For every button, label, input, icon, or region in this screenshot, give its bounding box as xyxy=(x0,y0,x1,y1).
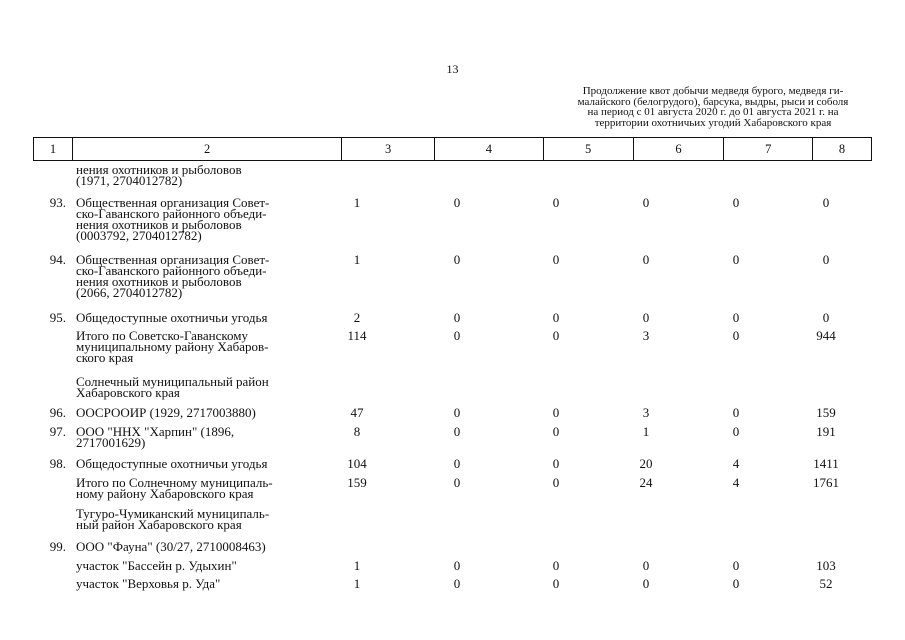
cell-col-4: 0 xyxy=(453,252,461,267)
cell-col-5: 0 xyxy=(552,475,560,490)
row-name-line: Общедоступные охотничьи угодья xyxy=(76,310,268,325)
cell-col-4: 0 xyxy=(453,328,461,343)
row-number: 99. xyxy=(49,539,66,554)
cell-col-7: 0 xyxy=(732,576,740,591)
row-name xyxy=(76,197,346,241)
row-name-line: ООО "Фауна" (30/27, 2710008463) xyxy=(76,539,266,554)
row-name-line: Тугуро-Чумиканский муниципаль- xyxy=(76,506,270,521)
column-header-1: 1 xyxy=(34,138,73,160)
cell-col-6: 0 xyxy=(642,576,650,591)
cell-col-3: 1 xyxy=(353,195,361,210)
cell-col-4: 0 xyxy=(453,195,461,210)
cell-col-7: 0 xyxy=(732,310,740,325)
row-name-line: ООО "ННХ "Харпин" (1896, xyxy=(76,424,235,439)
row-name-line: нения охотников и рыболовов xyxy=(76,274,242,289)
cell-col-5: 0 xyxy=(552,328,560,343)
row-name-line: (0003792, 2704012782) xyxy=(76,228,202,243)
row-name-line: участок "Верховья р. Уда" xyxy=(76,576,221,591)
column-header-3: 3 xyxy=(342,138,435,160)
cell-col-4: 0 xyxy=(453,576,461,591)
caption-line: территории охотничьих угодий Хабаровского края xyxy=(594,116,832,129)
row-name-line: ского края xyxy=(76,350,134,365)
cell-col-8: 159 xyxy=(816,405,836,420)
cell-col-5: 0 xyxy=(552,195,560,210)
cell-col-8: 944 xyxy=(816,328,836,343)
row-name-line: участок "Бассейн р. Удыхин" xyxy=(76,558,237,573)
caption-line: Продолжение квот добычи медведя бурого, медведя ги- xyxy=(582,85,844,97)
row-name xyxy=(76,458,346,469)
page-number: 13 xyxy=(446,62,459,76)
row-number: 97. xyxy=(49,424,66,439)
cell-col-8: 52 xyxy=(819,576,833,591)
column-header-8: 8 xyxy=(838,141,846,156)
cell-col-6: 1 xyxy=(642,424,650,439)
cell-col-3: 1 xyxy=(353,252,361,267)
row-name-line: Итого по Советско-Гаванскому xyxy=(76,328,249,343)
table-header xyxy=(33,137,872,161)
cell-col-8: 191 xyxy=(816,424,836,439)
row-name xyxy=(76,508,346,530)
row-name-line: Общественная организация Совет- xyxy=(76,195,270,210)
row-name xyxy=(76,477,346,499)
row-name-line: ный район Хабаровского края xyxy=(76,517,242,532)
cell-col-4: 0 xyxy=(453,456,461,471)
row-name-line: Солнечный муниципальный район xyxy=(76,374,269,389)
cell-col-6: 3 xyxy=(642,328,650,343)
row-name xyxy=(76,330,346,363)
row-name-line: нения охотников и рыболовов xyxy=(76,217,242,232)
row-name xyxy=(76,164,346,186)
cell-col-7: 4 xyxy=(732,475,740,490)
row-name-line: Итого по Солнечному муниципаль- xyxy=(76,475,273,490)
row-name xyxy=(76,426,346,448)
row-number: 96. xyxy=(49,405,66,420)
row-name-line: ско-Гаванского районного объеди- xyxy=(76,206,267,221)
row-name-line: нения охотников и рыболовов xyxy=(76,162,242,177)
cell-col-7: 0 xyxy=(732,195,740,210)
row-name xyxy=(76,312,346,323)
cell-col-7: 4 xyxy=(732,456,740,471)
cell-col-5: 0 xyxy=(552,456,560,471)
row-name-line: 2717001629) xyxy=(76,435,146,450)
row-name-line: ному району Хабаровского края xyxy=(76,486,254,501)
row-number: 98. xyxy=(49,456,66,471)
row-name xyxy=(76,541,346,552)
cell-col-6: 0 xyxy=(642,310,650,325)
row-number: 94. xyxy=(49,252,66,267)
cell-col-4: 0 xyxy=(453,558,461,573)
column-header-7: 7 xyxy=(724,138,813,160)
row-name xyxy=(76,376,346,398)
cell-col-6: 24 xyxy=(639,475,653,490)
cell-col-4: 0 xyxy=(453,424,461,439)
cell-col-7: 0 xyxy=(732,424,740,439)
cell-col-8: 103 xyxy=(816,558,836,573)
row-number: 95. xyxy=(49,310,66,325)
cell-col-6: 20 xyxy=(639,456,653,471)
cell-col-8: 0 xyxy=(822,252,830,267)
row-name xyxy=(76,254,346,298)
table-caption xyxy=(548,86,878,128)
row-name xyxy=(76,578,346,589)
cell-col-8: 0 xyxy=(822,195,830,210)
row-name-line: Общественная организация Совет- xyxy=(76,252,270,267)
cell-col-4: 0 xyxy=(453,310,461,325)
cell-col-5: 0 xyxy=(552,252,560,267)
row-name-line: Хабаровского края xyxy=(76,385,180,400)
cell-col-7: 0 xyxy=(732,558,740,573)
cell-col-3: 8 xyxy=(353,424,361,439)
cell-col-6: 0 xyxy=(642,195,650,210)
cell-col-3: 114 xyxy=(347,328,367,343)
row-name-line: ско-Гаванского районного объеди- xyxy=(76,263,267,278)
cell-col-7: 0 xyxy=(732,328,740,343)
cell-col-5: 0 xyxy=(552,558,560,573)
cell-col-5: 0 xyxy=(552,576,560,591)
cell-col-8: 1411 xyxy=(813,456,839,471)
cell-col-3: 159 xyxy=(347,475,367,490)
cell-col-3: 104 xyxy=(347,456,367,471)
cell-col-5: 0 xyxy=(552,310,560,325)
cell-col-7: 0 xyxy=(732,405,740,420)
row-name-line: муниципальному району Хабаров- xyxy=(76,339,269,354)
cell-col-3: 1 xyxy=(353,558,361,573)
column-header-5: 5 xyxy=(544,138,634,160)
row-name-line: (2066, 2704012782) xyxy=(76,285,183,300)
cell-col-3: 2 xyxy=(353,310,361,325)
cell-col-7: 0 xyxy=(732,252,740,267)
row-name-line: Общедоступные охотничьи угодья xyxy=(76,456,268,471)
cell-col-5: 0 xyxy=(552,424,560,439)
cell-col-8: 0 xyxy=(822,310,830,325)
caption-line: малайского (белогрудого), барсука, выдры, рыси и соболя xyxy=(577,95,849,108)
cell-col-8: 1761 xyxy=(813,475,839,490)
row-name-line: (1971, 2704012782) xyxy=(76,173,183,188)
row-name xyxy=(76,560,346,571)
column-header-2: 2 xyxy=(73,138,342,160)
row-name-line: ООСРООИР (1929, 2717003880) xyxy=(76,405,256,420)
cell-col-6: 3 xyxy=(642,405,650,420)
cell-col-3: 1 xyxy=(353,576,361,591)
cell-col-6: 0 xyxy=(642,558,650,573)
cell-col-6: 0 xyxy=(642,252,650,267)
caption-line: на период с 01 августа 2020 г. до 01 августа 2021 г. на xyxy=(587,106,839,118)
column-header-6: 6 xyxy=(634,138,725,160)
cell-col-5: 0 xyxy=(552,405,560,420)
cell-col-3: 47 xyxy=(350,405,364,420)
cell-col-4: 0 xyxy=(453,405,461,420)
row-name xyxy=(76,407,346,418)
cell-col-4: 0 xyxy=(453,475,461,490)
row-number: 93. xyxy=(49,195,66,210)
column-header-4: 4 xyxy=(435,138,544,160)
